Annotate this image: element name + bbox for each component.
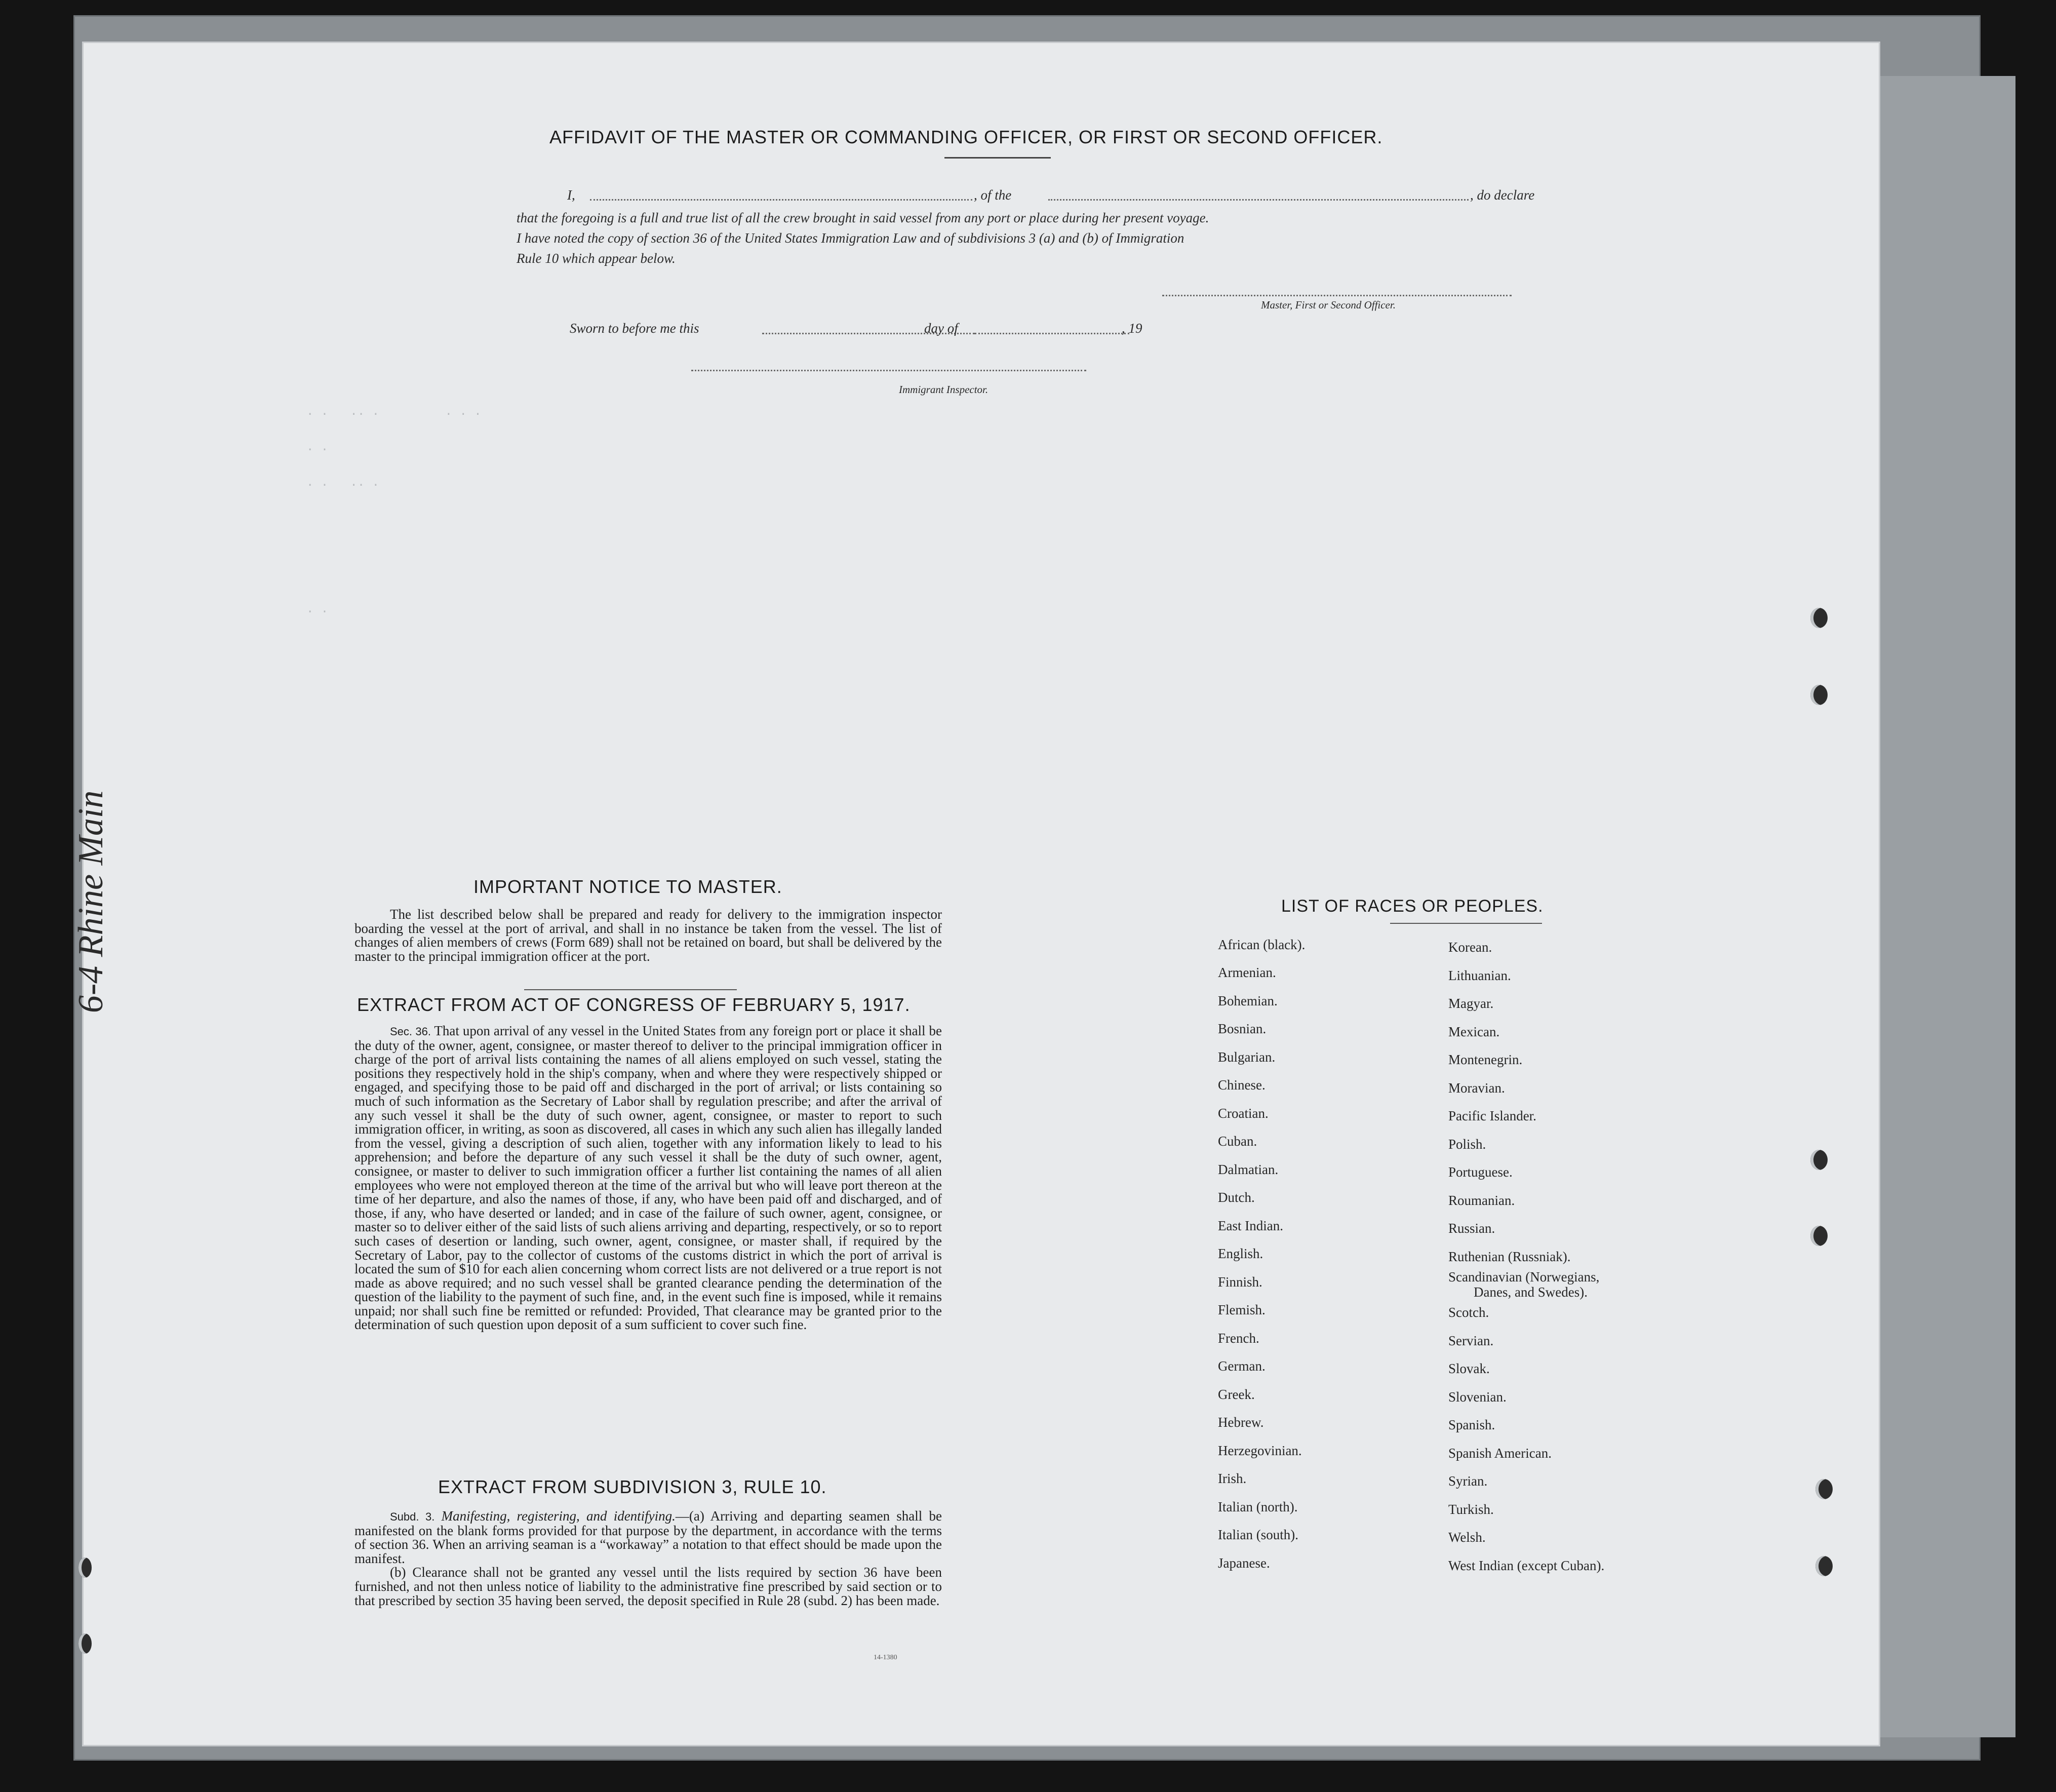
year-label: , 19 bbox=[1122, 321, 1142, 336]
sec-label: Sec. 36. bbox=[390, 1025, 431, 1038]
race-item: Mexican. bbox=[1448, 1024, 1500, 1039]
race-item: Spanish American. bbox=[1448, 1446, 1552, 1461]
affidavit-title: AFFIDAVIT OF THE MASTER OR COMMANDING OFFICER, OR FIRST OR SECOND OFFICER. bbox=[549, 127, 1383, 147]
race-item: Dalmatian. bbox=[1218, 1162, 1279, 1177]
races-underline bbox=[1390, 923, 1542, 924]
form-number: 14-1380 bbox=[874, 1654, 897, 1661]
race-item: French. bbox=[1218, 1331, 1259, 1346]
race-item: Lithuanian. bbox=[1448, 968, 1511, 983]
affidavit-of-the-label: , of the bbox=[974, 187, 1012, 203]
race-item: Danes, and Swedes). bbox=[1474, 1284, 1588, 1300]
punch-hole bbox=[1815, 1556, 1833, 1576]
rule-extract-title: EXTRACT FROM SUBDIVISION 3, RULE 10. bbox=[438, 1476, 827, 1497]
name-blank-line bbox=[590, 199, 972, 201]
race-item: Flemish. bbox=[1218, 1302, 1266, 1317]
punch-hole bbox=[1815, 1479, 1833, 1499]
affidavit-line-2: that the foregoing is a full and true list of all the crew brought in said vessel from any port or place during her present voyage. bbox=[517, 210, 1209, 225]
race-item: Italian (south). bbox=[1218, 1527, 1298, 1542]
inspector-caption: Immigrant Inspector. bbox=[899, 383, 989, 396]
bleed-through-row: · · bbox=[306, 443, 329, 457]
race-item: Moravian. bbox=[1448, 1080, 1505, 1096]
race-item: Armenian. bbox=[1218, 965, 1276, 980]
master-caption: Master, First or Second Officer. bbox=[1261, 299, 1396, 311]
race-item: Hebrew. bbox=[1218, 1415, 1264, 1430]
act-extract-text bbox=[354, 1024, 942, 1332]
race-item: German. bbox=[1218, 1358, 1266, 1374]
act-extract-title: EXTRACT FROM ACT OF CONGRESS OF FEBRUARY 5, 1917. bbox=[357, 994, 911, 1015]
race-item: Russian. bbox=[1448, 1221, 1495, 1236]
race-item: Scotch. bbox=[1448, 1305, 1489, 1320]
affidavit-line-3: I have noted the copy of section 36 of the United States Immigration Law and of subdivisions 3 (a) and (b) of Immigration bbox=[517, 230, 1184, 246]
race-item: English. bbox=[1218, 1246, 1263, 1261]
notice-title: IMPORTANT NOTICE TO MASTER. bbox=[473, 876, 782, 897]
punch-hole bbox=[1810, 685, 1828, 705]
race-item: Pacific Islander. bbox=[1448, 1108, 1536, 1123]
race-item: Bohemian. bbox=[1218, 993, 1278, 1008]
race-item: Ruthenian (Russniak). bbox=[1448, 1249, 1571, 1264]
races-title: LIST OF RACES OR PEOPLES. bbox=[1281, 897, 1544, 916]
race-item: Turkish. bbox=[1448, 1502, 1494, 1517]
bleed-through-row: · · ·· · bbox=[306, 479, 380, 492]
vessel-blank-line bbox=[1048, 199, 1469, 201]
subd-title: Manifesting, registering, and identifying. bbox=[441, 1508, 676, 1524]
race-item: Bulgarian. bbox=[1218, 1049, 1276, 1065]
form-sheet bbox=[84, 43, 1879, 1745]
inspector-line bbox=[691, 370, 1086, 371]
race-item: Finnish. bbox=[1218, 1274, 1262, 1290]
race-item: Roumanian. bbox=[1448, 1193, 1515, 1208]
notice-text bbox=[354, 908, 942, 963]
race-item: African (black). bbox=[1218, 937, 1306, 952]
day-of-label: day of bbox=[924, 321, 958, 336]
race-item: Croatian. bbox=[1218, 1106, 1269, 1121]
race-item: Spanish. bbox=[1448, 1417, 1495, 1432]
race-item: Slovenian. bbox=[1448, 1389, 1507, 1405]
punch-hole bbox=[78, 1633, 92, 1654]
race-item: Cuban. bbox=[1218, 1134, 1257, 1149]
punch-hole bbox=[1810, 1150, 1828, 1170]
subd-text-a: —(a) Arriving and departing seamen shall be manifested on the blank forms provided for that purpose by the department, in accordance with the terms of section 36. When an arriving seaman is a “workaway” a notation to that effect should be made upon the manifest. bbox=[354, 1508, 942, 1566]
race-item: Italian (north). bbox=[1218, 1499, 1298, 1514]
section-divider bbox=[524, 989, 737, 990]
rule-extract-text bbox=[354, 1509, 942, 1608]
notice-body: The list described below shall be prepared and ready for delivery to the immigration inspector boarding the vessel at the port of arrival, and shall in no instance be taken from the vessel. The list of changes of alien members of crews (Form 689) shall not be retained on board, but shall be delivered by the master to the principal immigration officer at the port. bbox=[354, 907, 942, 964]
subd-text-b: (b) Clearance shall not be granted any vessel until the lists required by section 36 have been furnished, and not then unless notice of liability to the administrative fine prescribed by said section or to that prescribed by section 35 having been served, the deposit specified in Rule 28 (subd. 2) has been made. bbox=[354, 1565, 942, 1608]
punch-hole bbox=[78, 1557, 92, 1578]
bleed-through-row: · · ·· · · · · bbox=[306, 408, 482, 421]
race-item: Welsh. bbox=[1448, 1530, 1486, 1545]
affidavit-do-declare: , do declare bbox=[1470, 187, 1535, 203]
race-item: Chinese. bbox=[1218, 1077, 1266, 1093]
month-line bbox=[975, 333, 1129, 334]
affidavit-line-4: Rule 10 which appear below. bbox=[517, 251, 676, 266]
punch-hole bbox=[1810, 1226, 1828, 1246]
race-item: Korean. bbox=[1448, 940, 1492, 955]
race-item: Portuguese. bbox=[1448, 1164, 1513, 1180]
race-item: Irish. bbox=[1218, 1471, 1247, 1486]
bleed-through-row: · · bbox=[306, 605, 329, 619]
race-item: Servian. bbox=[1448, 1333, 1494, 1348]
title-underline bbox=[944, 157, 1051, 159]
subd-label: Subd. 3. bbox=[390, 1510, 435, 1523]
race-item: Syrian. bbox=[1448, 1473, 1488, 1489]
race-item: Slovak. bbox=[1448, 1361, 1490, 1376]
race-item: Polish. bbox=[1448, 1137, 1486, 1152]
signature-line bbox=[1162, 295, 1512, 296]
race-item: Herzegovinian. bbox=[1218, 1443, 1302, 1458]
race-item: Magyar. bbox=[1448, 996, 1494, 1011]
affidavit-i-label: I, bbox=[567, 187, 575, 203]
race-item: East Indian. bbox=[1218, 1218, 1283, 1233]
sworn-label: Sworn to before me this bbox=[570, 321, 699, 336]
race-item: West Indian (except Cuban). bbox=[1448, 1558, 1605, 1573]
handwritten-margin-note: 6-4 Rhine Main bbox=[71, 790, 110, 1013]
race-item: Greek. bbox=[1218, 1387, 1255, 1402]
race-item: Bosnian. bbox=[1218, 1021, 1267, 1036]
race-item: Dutch. bbox=[1218, 1190, 1255, 1205]
race-item: Scandinavian (Norwegians, bbox=[1448, 1269, 1600, 1284]
act-body: That upon arrival of any vessel in the United States from any foreign port or place it shall be the duty of the owner, agent, consignee, or master thereof to deliver to the principal immigration officer in charge of the port of arrival lists containing the names of all aliens employed on such vessel, stating the positions they respectively hold in the ship's company, when and where they were respectively shipped or engaged, and specifying those to be paid off and discharged in the port of arrival; or lists containing so much of such information as the Secretary of Labor shall by regulation prescribe; and after the arrival of any such vessel it shall be the duty of such owner, agent, consignee, or master to report to such immigration officer, in writing, as soon as discovered, all cases in which any such alien has illegally landed from the vessel, giving a description of such alien, together with any information likely to lead to his apprehension; and before the departure of any such vessel it shall be the duty of such owner, agent, consignee, or master to deliver to such immigration officer a further list containing the names of all alien employees who were not employed thereon at the time of the arrival but who will leave port thereon at the time of her departure, and also the names of those, if any, who have been paid off and discharged, and of those, if any, who have deserted or landed; and in case of the failure of such owner, agent, consignee, or master so to deliver either of the said lists of such aliens arriving and departing, respectively, or so to report such cases of desertion or landing, such owner, agent, consignee, or master shall, if required by the Secretary of Labor, pay to the collector of customs of the customs district in which the port of arrival is located the sum of $10 for each alien concerning whom correct lists are not delivered or a true report is not made as above required; and no such vessel shall be granted clearance pending the determination of the question of the liability to the payment of such fine, and, in the event such fine is imposed, while it remains unpaid; nor shall such fine be remitted or refunded: Provided, That clearance may be granted prior to the determination of such question upon deposit of a sum sufficient to cover such fine. bbox=[354, 1023, 942, 1333]
punch-hole bbox=[1810, 608, 1828, 628]
race-item: Japanese. bbox=[1218, 1555, 1270, 1571]
race-item: Montenegrin. bbox=[1448, 1052, 1523, 1067]
